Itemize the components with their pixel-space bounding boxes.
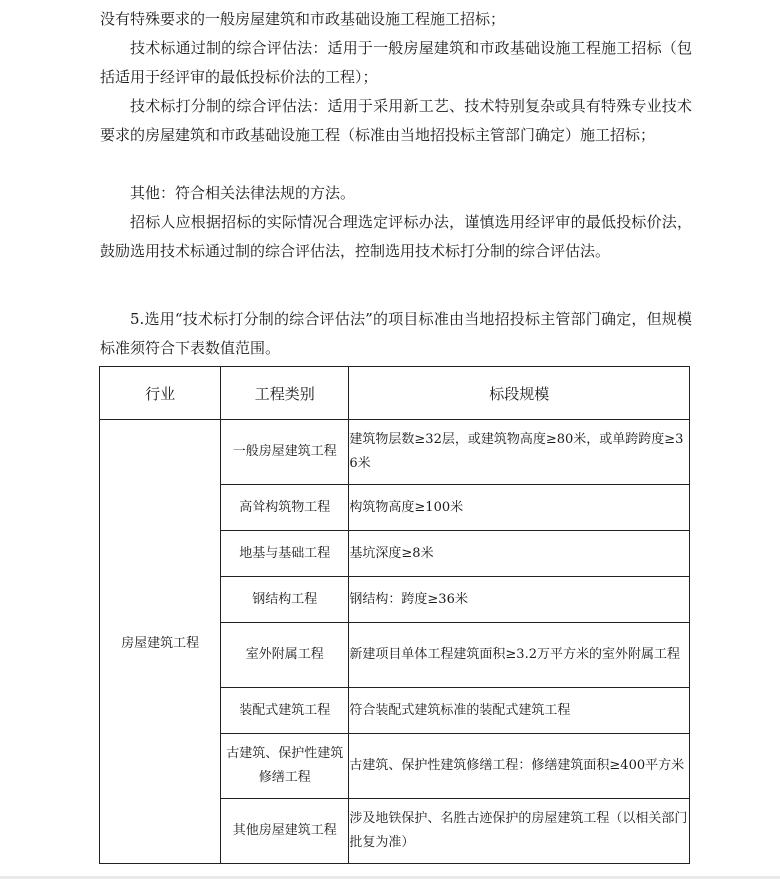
scale-cell: 构筑物高度≥100米	[349, 485, 690, 531]
scale-cell: 建筑物层数≥32层，或建筑物高度≥80米，或单跨跨度≥36米	[349, 420, 690, 485]
type-cell: 高耸构筑物工程	[221, 485, 349, 531]
type-cell: 地基与基础工程	[221, 531, 349, 577]
scale-cell: 古建筑、保护性建筑修缮工程：修缮建筑面积≥400平方米	[349, 734, 690, 799]
type-cell: 装配式建筑工程	[221, 688, 349, 734]
table-row	[100, 420, 690, 485]
header-industry: 行业	[100, 367, 221, 420]
type-cell: 一般房屋建筑工程	[221, 420, 349, 485]
scale-cell: 基坑深度≥8米	[349, 531, 690, 577]
industry-cell: 房屋建筑工程	[100, 420, 221, 864]
paragraph-other: 其他：符合相关法律法规的方法。	[130, 184, 356, 202]
paragraph-technical-pass: 技术标通过制的综合评估法：适用于一般房屋建筑和市政基础设施工程施工招标（包括适用于经评审的最低投标价法的工程）；	[100, 39, 692, 86]
header-scale: 标段规模	[349, 367, 690, 420]
scale-cell: 钢结构：跨度≥36米	[349, 577, 690, 623]
scale-standard-table	[99, 366, 690, 864]
type-cell: 钢结构工程	[221, 577, 349, 623]
scale-cell: 新建项目单体工程建筑面积≥3.2万平方米的室外附属工程	[349, 623, 690, 688]
type-cell: 室外附属工程	[221, 623, 349, 688]
paragraph-selection: 招标人应根据招标的实际情况合理选定评标办法，谨慎选用经评审的最低投标价法，鼓励选用技术标通过制的综合评估法，控制选用技术标打分制的综合评估法。	[100, 213, 692, 260]
type-cell: 其他房屋建筑工程	[221, 799, 349, 864]
paragraph-scale-standard: 5.选用“技术标打分制的综合评估法”的项目标准由当地招投标主管部门确定，但规模标准须符合下表数值范围。	[100, 310, 692, 357]
paragraph-technical-score: 技术标打分制的综合评估法：适用于采用新工艺、技术特别复杂或具有特殊专业技术要求的房屋建筑和市政基础设施工程（标准由当地招投标主管部门确定）施工招标；	[100, 97, 692, 144]
type-cell: 古建筑、保护性建筑修缮工程	[221, 734, 349, 799]
scale-cell: 符合装配式建筑标准的装配式建筑工程	[349, 688, 690, 734]
paragraph-continuation: 没有特殊要求的一般房屋建筑和市政基础设施工程施工招标；	[100, 10, 506, 28]
table-header-row	[100, 367, 690, 420]
scale-cell: 涉及地铁保护、名胜古迹保护的房屋建筑工程（以相关部门批复为准）	[349, 799, 690, 864]
header-project-type: 工程类别	[221, 367, 349, 420]
